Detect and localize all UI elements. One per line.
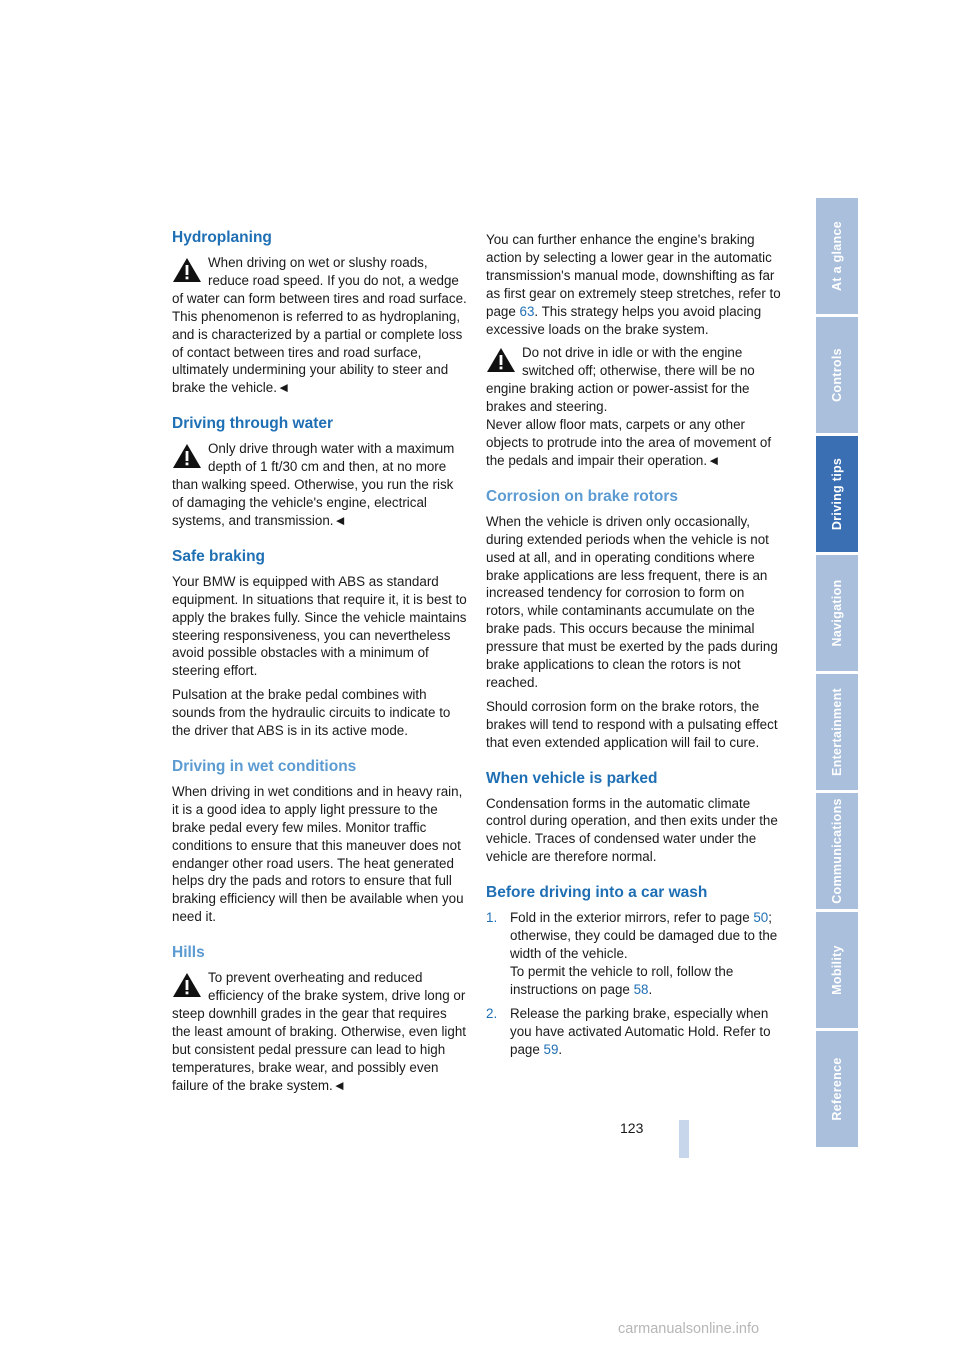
heading-hills: Hills (172, 944, 205, 962)
section-engine-braking (486, 231, 782, 338)
tab-at-a-glance[interactable]: At a glance (816, 198, 858, 314)
list-item: 1. Fold in the exterior mirrors, refer to page 50; otherwise, they could be damaged due to the width of the vehicle. To permit the vehicle to roll, follow the instructions on page 58. (486, 910, 778, 997)
warning-hills: To prevent overheating and reduced efficiency of the brake system, drive long or steep downhill grades in the gear that requires the least amount of braking. Otherwise, even light but consistent pedal pressure can lead to high temperatures, brake wear, and possibly even failure of the brake system.◄ (172, 970, 467, 1093)
heading-corrosion: Corrosion on brake rotors (486, 487, 679, 505)
section-parked (486, 769, 782, 867)
heading-safe-braking: Safe braking (172, 547, 266, 565)
page-marker-bar (679, 1120, 689, 1158)
page-link-50[interactable]: 50 (753, 910, 769, 926)
paragraph: When driving in wet conditions and in heavy rain, it is a good idea to apply light pressure to the brake pedal every few miles. Monitor traffic conditions to ensure that this maneuver does not endanger other road users. The heat generated helps dry the pads and rotors to ensure that full braking efficiency will then be available when you need it. (172, 783, 464, 925)
heading-driving-through-water: Driving through water (172, 415, 334, 433)
section-hills (172, 943, 468, 1094)
paragraph: Should corrosion form on the brake rotors, the brakes will tend to respond with a pulsating effect that even extended application will fail to cure. (486, 698, 778, 750)
left-column (172, 228, 468, 1112)
page-link-63[interactable]: 63 (519, 303, 535, 319)
end-marker: ◄ (332, 1077, 347, 1093)
warning-triangle-icon (486, 347, 516, 373)
chapter-tabs (816, 198, 858, 1150)
heading-car-wash: Before driving into a car wash (486, 884, 708, 902)
paragraph: You can further enhance the engine's braking action by selecting a lower gear in the automatic transmission's manual mode, downshifting as far as first gear on extremely steep stretches, refer to page 63. This strategy helps you avoid placing excessive loads on the brake system. (486, 232, 781, 337)
page-number: 123 (620, 1120, 644, 1136)
section-hydroplaning (172, 228, 468, 397)
heading-wet-conditions: Driving in wet conditions (172, 757, 357, 775)
warning-triangle-icon (172, 972, 202, 998)
tab-navigation[interactable]: Navigation (816, 555, 858, 671)
steps-list (486, 909, 782, 1058)
step-number: 2. (486, 1005, 498, 1021)
warning-hydroplaning: When driving on wet or slushy roads, reduce road speed. If you do not, a wedge of water can form between tires and road surface. This phenomenon is referred to as hydroplaning, and is characterized by a partial or complete loss of contact between tires and road surface, ultimately undermining your ability to steer and brake the vehicle.◄ (172, 255, 467, 396)
warning-triangle-icon (172, 443, 202, 469)
warning-driving-through-water: Only drive through water with a maximum depth of 1 ft/30 cm and then, at no more than walking speed. Otherwise, you run the risk of damaging the vehicle's engine, electrical systems, and transmission.◄ (172, 441, 455, 528)
warning-triangle-icon (172, 257, 202, 283)
paragraph: Never allow floor mats, carpets or any other objects to protrude into the area of movement of the pedals and impair their operation.◄ (486, 417, 772, 468)
section-safe-braking (172, 547, 468, 740)
tab-mobility[interactable]: Mobility (816, 912, 858, 1028)
end-marker: ◄ (707, 452, 721, 468)
heading-hydroplaning: Hydroplaning (172, 229, 272, 246)
section-car-wash (486, 883, 782, 1058)
paragraph: When the vehicle is driven only occasionally, during extended periods when the vehicle is not used at all, and in operating conditions where brake applications are less frequent, there is an increased tendency for corrosion to form on rotors, while contaminants accumulate on the brake pads. This occurs because the minimal pressure that must be exerted by the pads during brake applications to clean the rotors is not reached. (486, 513, 778, 690)
right-column (486, 231, 782, 1075)
warning-idle: Do not drive in idle or with the engine switched off; otherwise, there will be no engine braking action or power-assist for the brakes and steering. (486, 345, 755, 415)
paragraph: Pulsation at the brake pedal combines with sounds from the hydraulic circuits to indicate to the driver that ABS is in its active mode. (172, 687, 451, 739)
tab-entertainment[interactable]: Entertainment (816, 674, 858, 790)
section-wet-conditions (172, 757, 468, 926)
paragraph: Condensation forms in the automatic climate control during operation, and then exits under the vehicle. Traces of condensed water under the vehicle are therefore normal. (486, 795, 778, 865)
tab-driving-tips[interactable]: Driving tips (816, 436, 858, 552)
paragraph: Your BMW is equipped with ABS as standard equipment. In situations that require it, it is best to apply the brakes fully. Since the vehicle maintains steering responsiveness, you can nevertheless avoid possible obstacles with a minimum of steering effort. (172, 573, 467, 679)
tab-reference[interactable]: Reference (816, 1031, 858, 1147)
section-idle-warning (486, 344, 782, 469)
step-number: 1. (486, 910, 498, 926)
tab-communications[interactable]: Communications (816, 793, 858, 909)
page-link-59[interactable]: 59 (543, 1041, 559, 1057)
section-corrosion (486, 487, 782, 752)
end-marker: ◄ (333, 512, 347, 528)
tab-controls[interactable]: Controls (816, 317, 858, 433)
section-driving-through-water (172, 414, 468, 530)
end-marker: ◄ (276, 380, 291, 396)
page-link-58[interactable]: 58 (633, 981, 649, 997)
watermark: carmanualsonline.info (618, 1321, 760, 1337)
list-item: 2. Release the parking brake, especially when you have activated Automatic Hold. Refer to page 59. (486, 1005, 771, 1057)
heading-parked: When vehicle is parked (486, 769, 658, 787)
